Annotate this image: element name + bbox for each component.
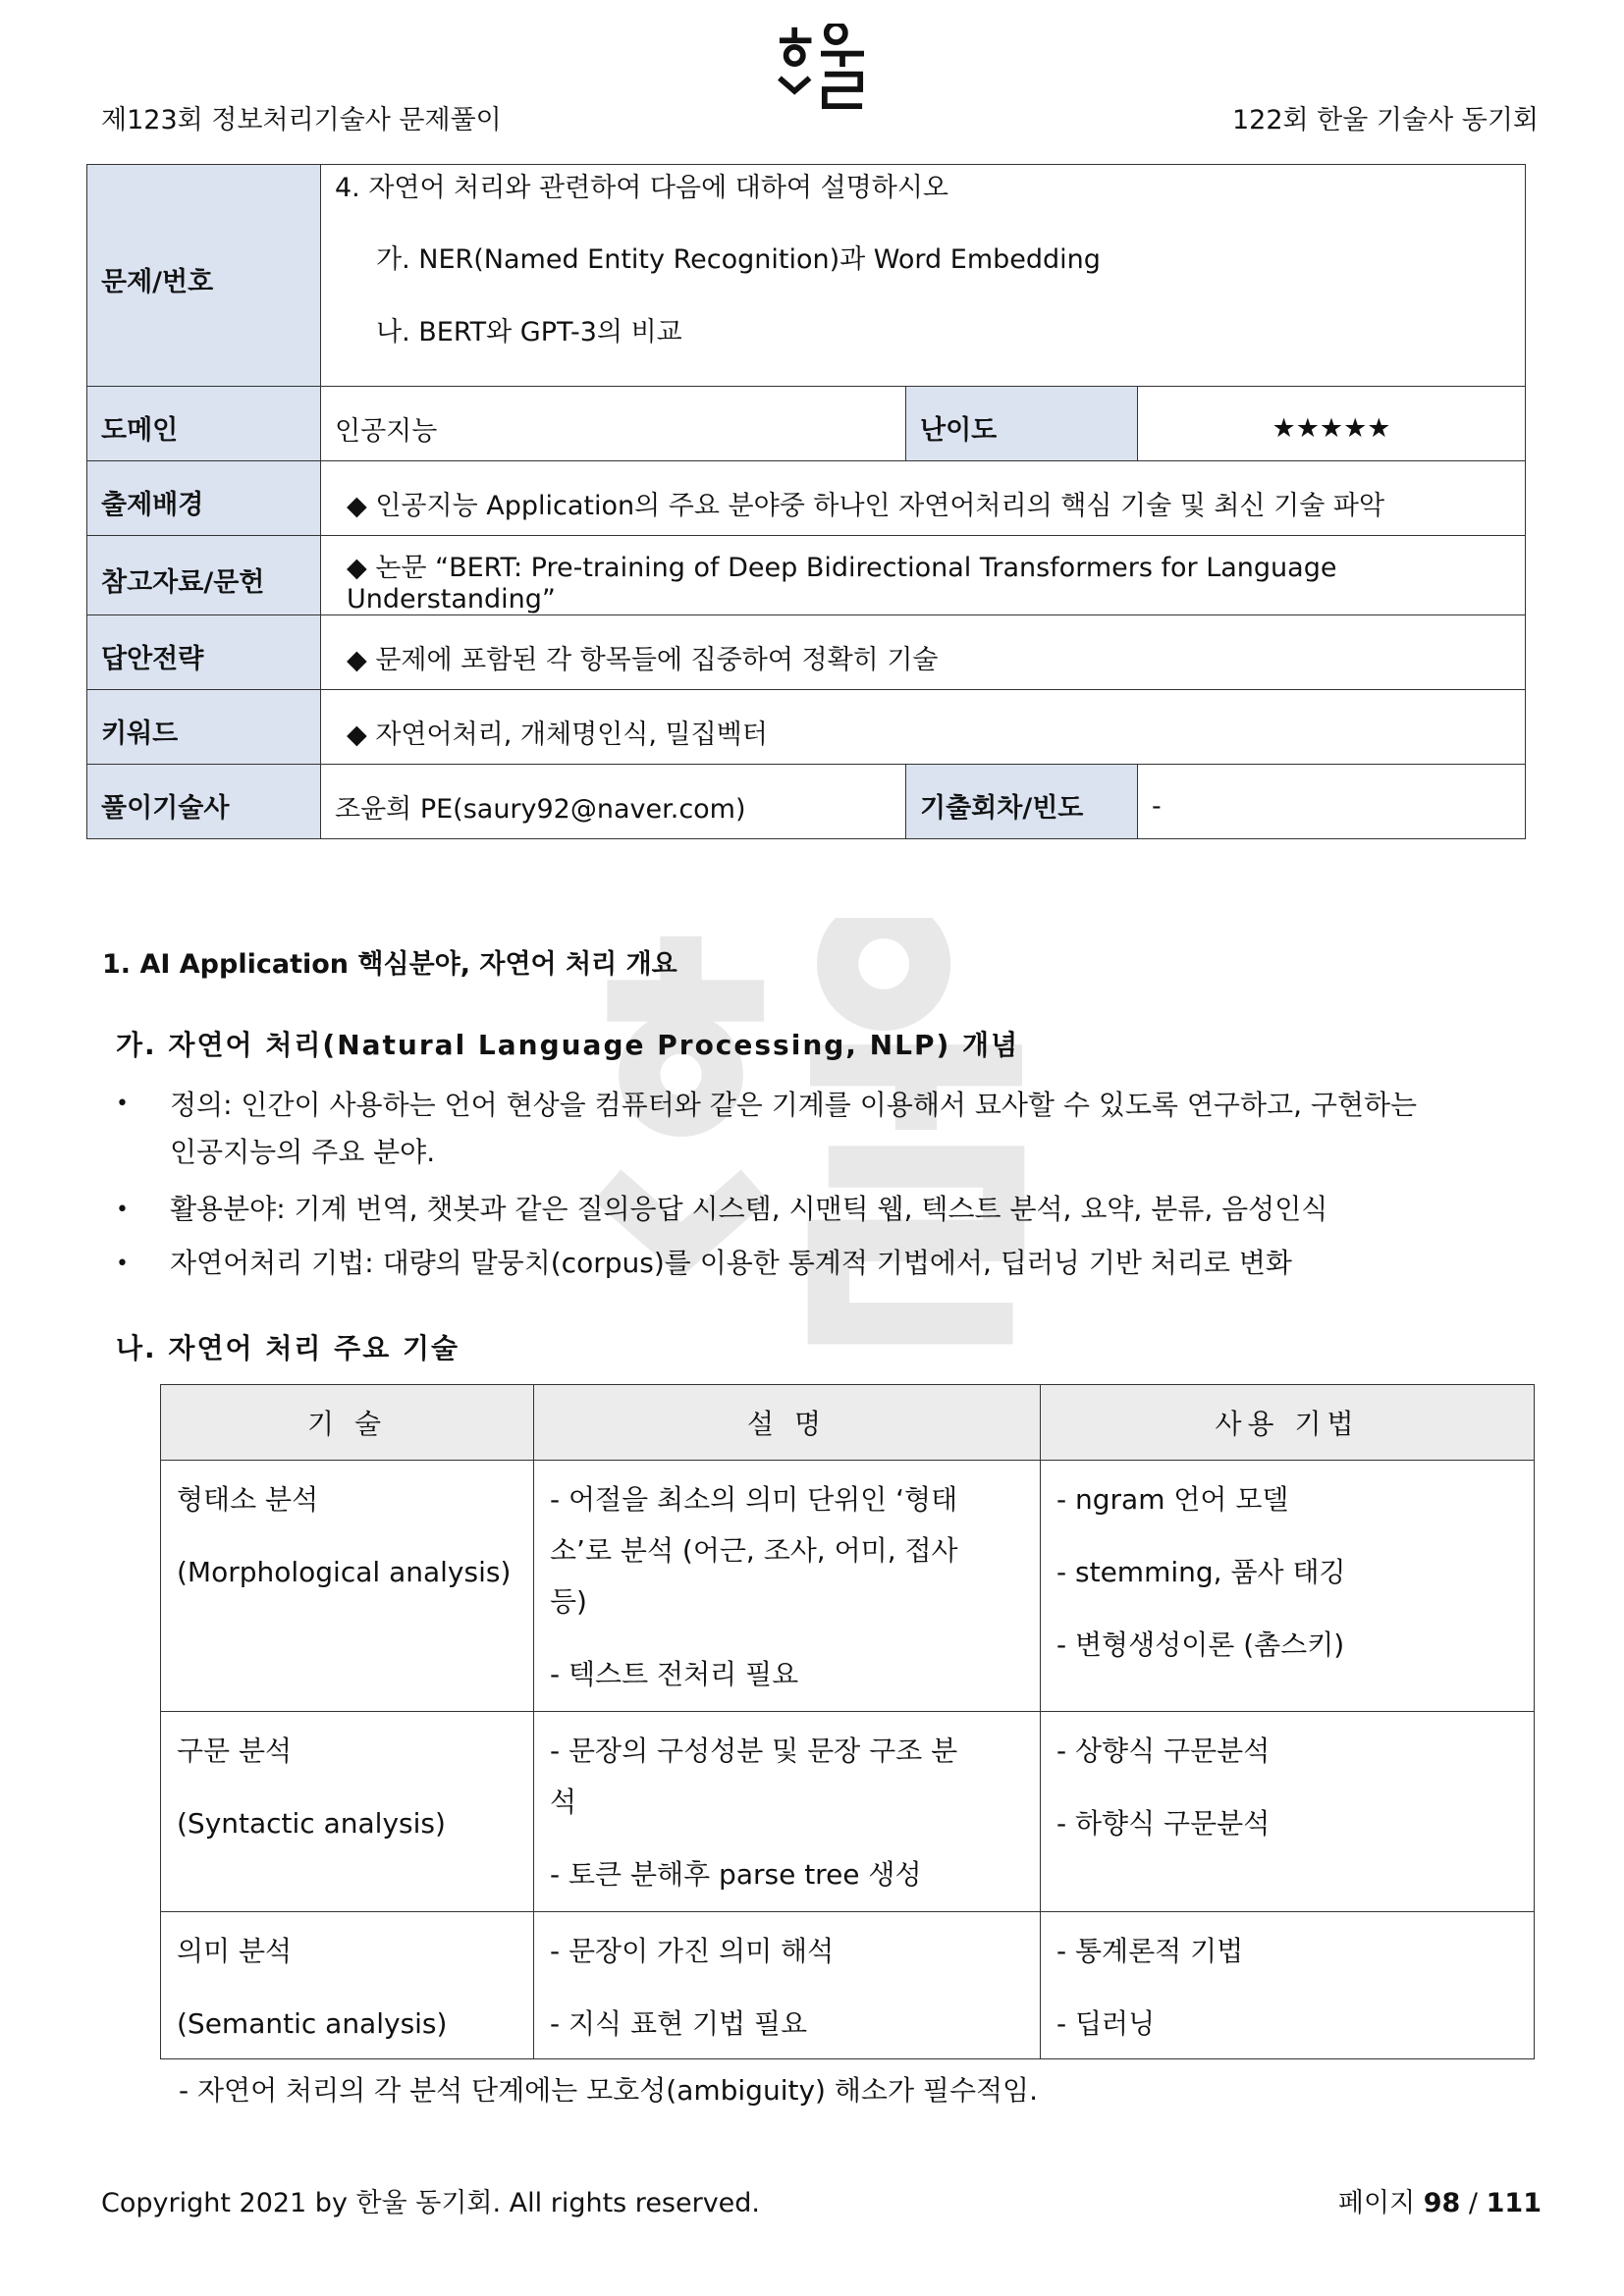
background-value: ◆ 인공지능 Application의 주요 분야중 하나인 자연어처리의 핵심 기술 및 최신 기술 파악 [321,461,1526,536]
difficulty-stars: ★★★★★ [1138,387,1526,461]
question-line-main: 4. 자연어 처리와 관련하여 다음에 대하여 설명하시오 [335,173,948,203]
tech-name-en: (Semantic analysis) [177,2007,448,2040]
hanul-watermark-icon [579,918,1041,1448]
table-row [161,1461,1535,1712]
bullet-dot-icon: • [116,1092,129,1116]
question-content [321,165,1526,387]
domain-label: 도메인 [87,387,321,461]
question-label: 문제/번호 [87,165,321,387]
tech-name-ko: 형태소 분석 [177,1483,319,1516]
strategy-label: 답안전략 [87,615,321,690]
reference-label: 참고자료/문헌 [87,536,321,615]
subsection-b-title: 나. 자연어 처리 주요 기술 [116,1332,460,1364]
subsection-a-title: 가. 자연어 처리(Natural Language Processing, NLP) 개념 [116,1029,1020,1061]
page-separator: / [1468,2188,1479,2218]
table-note: - 자연어 처리의 각 분석 단계에는 모호성(ambiguity) 해소가 필수적임. [179,2074,1038,2107]
hanul-logo-icon [772,24,870,132]
tech-desc-line: 소’로 분석 (어근, 조사, 어미, 접사 [550,1534,958,1567]
bullet-dot-icon: • [116,1198,129,1222]
tech-method: - 딥러닝 [1056,2007,1156,2040]
header-description: 설 명 [534,1385,1041,1461]
tech-method: - 변형생성이론 (촘스키) [1056,1629,1345,1661]
question-line-b: 나. BERT와 GPT-3의 비교 [376,317,682,347]
section-title: 1. AI Application 핵심분야, 자연어 처리 개요 [102,949,677,980]
tech-desc-line: 등) [550,1585,587,1618]
footer-page-number [1338,2181,1542,2219]
author-label: 풀이기술사 [87,765,321,839]
tech-desc-line: - 문장의 구성성분 및 문장 구조 분 [550,1735,958,1767]
page-current: 98 [1423,2188,1461,2218]
tech-desc-line: - 텍스트 전처리 필요 [550,1658,799,1690]
reference-value: ◆ 논문 “BERT: Pre-training of Deep Bidirectional Transformers for Language Understanding” [321,536,1526,615]
page-total: 111 [1486,2188,1542,2218]
strategy-value: ◆ 문제에 포함된 각 항목들에 집중하여 정확히 기술 [321,615,1526,690]
table-row [161,1712,1535,1912]
tech-desc-line: - 어절을 최소의 의미 단위인 ‘형태 [550,1483,958,1516]
header-left-title: 제123회 정보처리기술사 문제풀이 [101,105,502,135]
question-line-a: 가. NER(Named Entity Recognition)과 Word Embedding [376,244,1101,275]
tech-name-ko: 구문 분석 [177,1735,293,1767]
domain-value: 인공지능 [321,387,906,461]
tech-desc-line: - 지식 표현 기법 필요 [550,2007,808,2040]
keyword-label: 키워드 [87,690,321,765]
header-right-title: 122회 한울 기술사 동기회 [1231,105,1539,135]
keyword-value: ◆ 자연어처리, 개체명인식, 밀집벡터 [321,690,1526,765]
bullet-techniques: 자연어처리 기법: 대량의 말뭉치(corpus)를 이용한 통계적 기법에서, 딥러닝 기반 처리로 변화 [170,1247,1292,1279]
background-label: 출제배경 [87,461,321,536]
bullet-definition: 정의: 인간이 사용하는 언어 현상을 컴퓨터와 같은 기계를 이용해서 묘사할 수 있도록 연구하고, 구현하는 [170,1089,1418,1121]
tech-desc-line: 석 [550,1786,577,1818]
question-info-table [86,164,1526,839]
tech-name-en: (Morphological analysis) [177,1556,512,1588]
tech-desc-line: - 토큰 분해후 parse tree 생성 [550,1858,922,1891]
bullet-applications: 활용분야: 기계 번역, 챗봇과 같은 질의응답 시스템, 시맨틱 웹, 텍스트 분석, 요약, 분류, 음성인식 [170,1193,1328,1225]
nlp-technology-table [160,1384,1535,2059]
tech-name-en: (Syntactic analysis) [177,1807,446,1840]
frequency-value: - [1138,765,1526,839]
table-row [161,1912,1535,2059]
tech-method: - 하향식 구문분석 [1056,1807,1271,1840]
tech-method: - 통계론적 기법 [1056,1935,1244,1967]
footer-copyright: Copyright 2021 by 한울 동기회. All rights reserved. [101,2188,761,2218]
header-technology: 기 술 [161,1385,534,1461]
frequency-label: 기출회차/빈도 [906,765,1138,839]
tech-method: - ngram 언어 모델 [1056,1483,1289,1516]
author-value: 조윤희 PE(saury92@naver.com) [321,765,906,839]
bullet-definition-cont: 인공지능의 주요 분야. [170,1136,436,1168]
difficulty-label: 난이도 [906,387,1138,461]
tech-name-ko: 의미 분석 [177,1935,293,1967]
page-prefix: 페이지 [1337,2188,1416,2218]
bullet-dot-icon: • [116,1252,129,1276]
header-methods: 사용 기법 [1041,1385,1535,1461]
tech-desc-line: - 문장이 가진 의미 해석 [550,1935,835,1967]
tech-method: - stemming, 품사 태깅 [1056,1556,1346,1588]
tech-method: - 상향식 구문분석 [1056,1735,1271,1767]
